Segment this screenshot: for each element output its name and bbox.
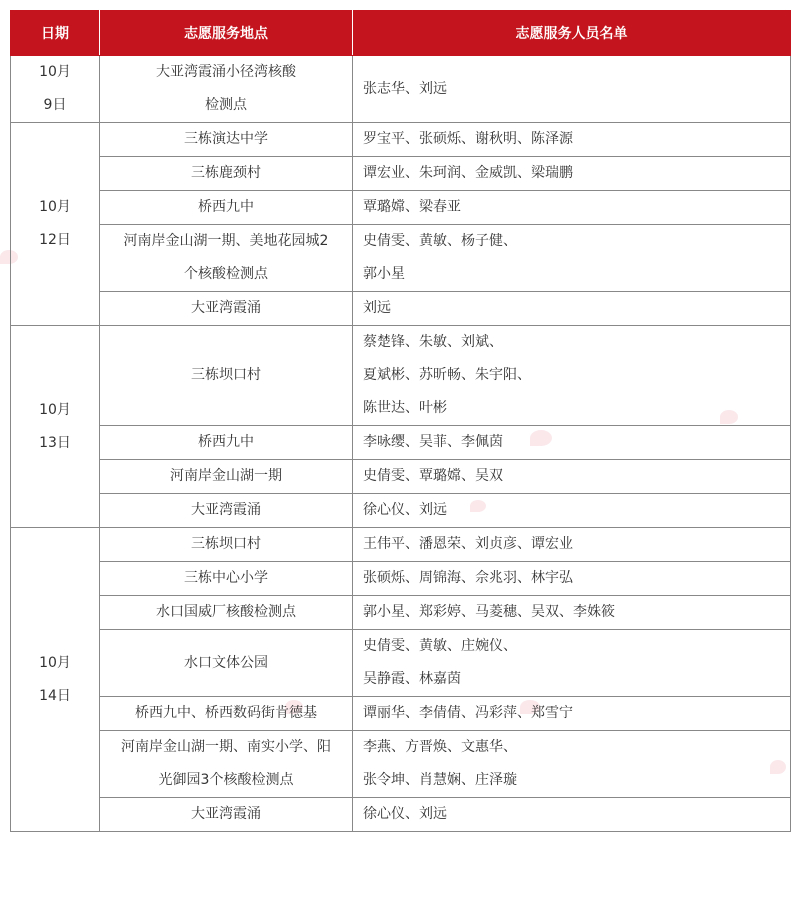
date-text: 10月	[39, 654, 71, 671]
table-row	[11, 562, 791, 596]
people-text: 蔡楚锋、朱敏、刘斌、	[363, 334, 503, 350]
people-cell	[353, 326, 791, 426]
table-row	[11, 123, 791, 157]
table-row	[11, 697, 791, 731]
people-text: 陈世达、叶彬	[363, 400, 447, 416]
table-body	[11, 56, 791, 832]
date-cell	[11, 326, 100, 528]
date-text: 14日	[39, 687, 71, 704]
people-text: 罗宝平、张硕烁、谢秋明、陈泽源	[363, 131, 573, 147]
date-text: 9日	[43, 97, 67, 113]
table-row	[11, 426, 791, 460]
place-text: 河南岸金山湖一期、美地花园城2	[123, 233, 329, 249]
place-text: 桥西九中	[198, 434, 254, 450]
people-text: 张志华、刘远	[363, 80, 447, 97]
place-cell	[100, 157, 353, 191]
place-cell	[100, 460, 353, 494]
place-text: 三栋坝口村	[191, 367, 261, 383]
date-text: 12日	[39, 232, 71, 248]
table-row	[11, 326, 791, 426]
people-text: 吴静霞、林嘉茵	[363, 671, 461, 687]
people-text: 史倩雯、覃璐嫦、吴双	[363, 468, 503, 484]
people-text: 史倩雯、黄敏、庄婉仪、	[363, 638, 517, 654]
place-text: 河南岸金山湖一期	[170, 468, 282, 484]
people-cell	[353, 630, 791, 697]
place-text: 大亚湾霞涌	[191, 502, 261, 518]
place-cell	[100, 123, 353, 157]
table-row	[11, 528, 791, 562]
table-row	[11, 596, 791, 630]
place-text: 三栋中心小学	[184, 570, 268, 586]
place-text: 光御园3个核酸检测点	[158, 772, 294, 788]
date-cell	[11, 123, 100, 326]
date-text: 10月	[39, 401, 71, 418]
people-cell	[353, 191, 791, 225]
people-text: 谭宏业、朱珂润、金威凯、梁瑞鹏	[363, 165, 573, 181]
people-cell	[353, 494, 791, 528]
place-text: 大亚湾霞涌	[191, 300, 261, 316]
header-date: 日期	[11, 11, 100, 56]
table-row	[11, 630, 791, 697]
people-text: 王伟平、潘恩荣、刘贞彦、谭宏业	[363, 536, 573, 552]
place-cell	[100, 798, 353, 832]
people-cell	[353, 225, 791, 292]
date-cell	[11, 528, 100, 832]
table-row	[11, 460, 791, 494]
place-cell	[100, 494, 353, 528]
people-cell	[353, 798, 791, 832]
people-text: 覃璐嫦、梁春亚	[363, 199, 461, 215]
people-text: 张令坤、肖慧娴、庄泽璇	[363, 772, 517, 788]
place-cell	[100, 630, 353, 697]
people-cell	[353, 528, 791, 562]
people-cell	[353, 596, 791, 630]
date-text: 13日	[39, 434, 71, 451]
people-cell	[353, 426, 791, 460]
people-cell	[353, 292, 791, 326]
people-cell	[353, 157, 791, 191]
people-text: 徐心仪、刘远	[363, 502, 447, 518]
people-text: 徐心仪、刘远	[363, 806, 447, 822]
people-cell	[353, 56, 791, 123]
place-text: 检测点	[205, 97, 247, 113]
date-cell	[11, 56, 100, 123]
table-row	[11, 56, 791, 123]
place-text: 水口文体公园	[184, 654, 268, 671]
place-cell	[100, 326, 353, 426]
table-header-row	[11, 11, 791, 56]
place-cell	[100, 292, 353, 326]
people-text: 李咏缨、吴菲、李佩茵	[363, 434, 503, 450]
place-cell	[100, 528, 353, 562]
people-cell	[353, 731, 791, 798]
date-text: 10月	[39, 199, 71, 215]
date-text: 10月	[39, 64, 71, 80]
place-cell	[100, 697, 353, 731]
table-row	[11, 191, 791, 225]
place-cell	[100, 562, 353, 596]
table-row	[11, 798, 791, 832]
place-cell	[100, 731, 353, 798]
table-row	[11, 494, 791, 528]
header-place: 志愿服务地点	[100, 11, 353, 56]
place-cell	[100, 191, 353, 225]
people-text: 刘远	[363, 300, 391, 316]
place-text: 河南岸金山湖一期、南实小学、阳	[121, 739, 331, 755]
people-text: 郭小星	[363, 266, 405, 282]
place-text: 三栋坝口村	[191, 536, 261, 552]
people-cell	[353, 460, 791, 494]
place-cell	[100, 56, 353, 123]
place-cell	[100, 225, 353, 292]
table-row	[11, 731, 791, 798]
header-people: 志愿服务人员名单	[353, 11, 791, 56]
people-text: 郭小星、郑彩婷、马菱穗、吴双、李姝筱	[363, 604, 615, 620]
volunteer-schedule	[10, 10, 790, 832]
place-text: 水口国威厂核酸检测点	[156, 604, 296, 620]
place-text: 桥西九中	[198, 199, 254, 215]
place-text: 三栋演达中学	[184, 131, 268, 147]
volunteer-table	[10, 10, 791, 832]
table-row	[11, 292, 791, 326]
place-cell	[100, 426, 353, 460]
place-text: 个核酸检测点	[184, 266, 268, 282]
place-text: 三栋鹿颈村	[191, 165, 261, 181]
people-cell	[353, 123, 791, 157]
table-row	[11, 225, 791, 292]
people-cell	[353, 697, 791, 731]
place-text: 大亚湾霞涌	[191, 806, 261, 822]
table-row	[11, 157, 791, 191]
place-text: 大亚湾霞涌小径湾核酸	[156, 64, 296, 80]
people-text: 李燕、方晋焕、文惠华、	[363, 739, 517, 755]
people-text: 夏斌彬、苏昕畅、朱宇阳、	[363, 367, 531, 383]
people-text: 史倩雯、黄敏、杨子健、	[363, 233, 517, 249]
place-text: 桥西九中、桥西数码街肯德基	[135, 705, 317, 721]
people-text: 张硕烁、周锦海、佘兆羽、林宇弘	[363, 570, 573, 586]
place-cell	[100, 596, 353, 630]
people-text: 谭丽华、李倩倩、冯彩萍、郑雪宁	[363, 705, 573, 721]
people-cell	[353, 562, 791, 596]
